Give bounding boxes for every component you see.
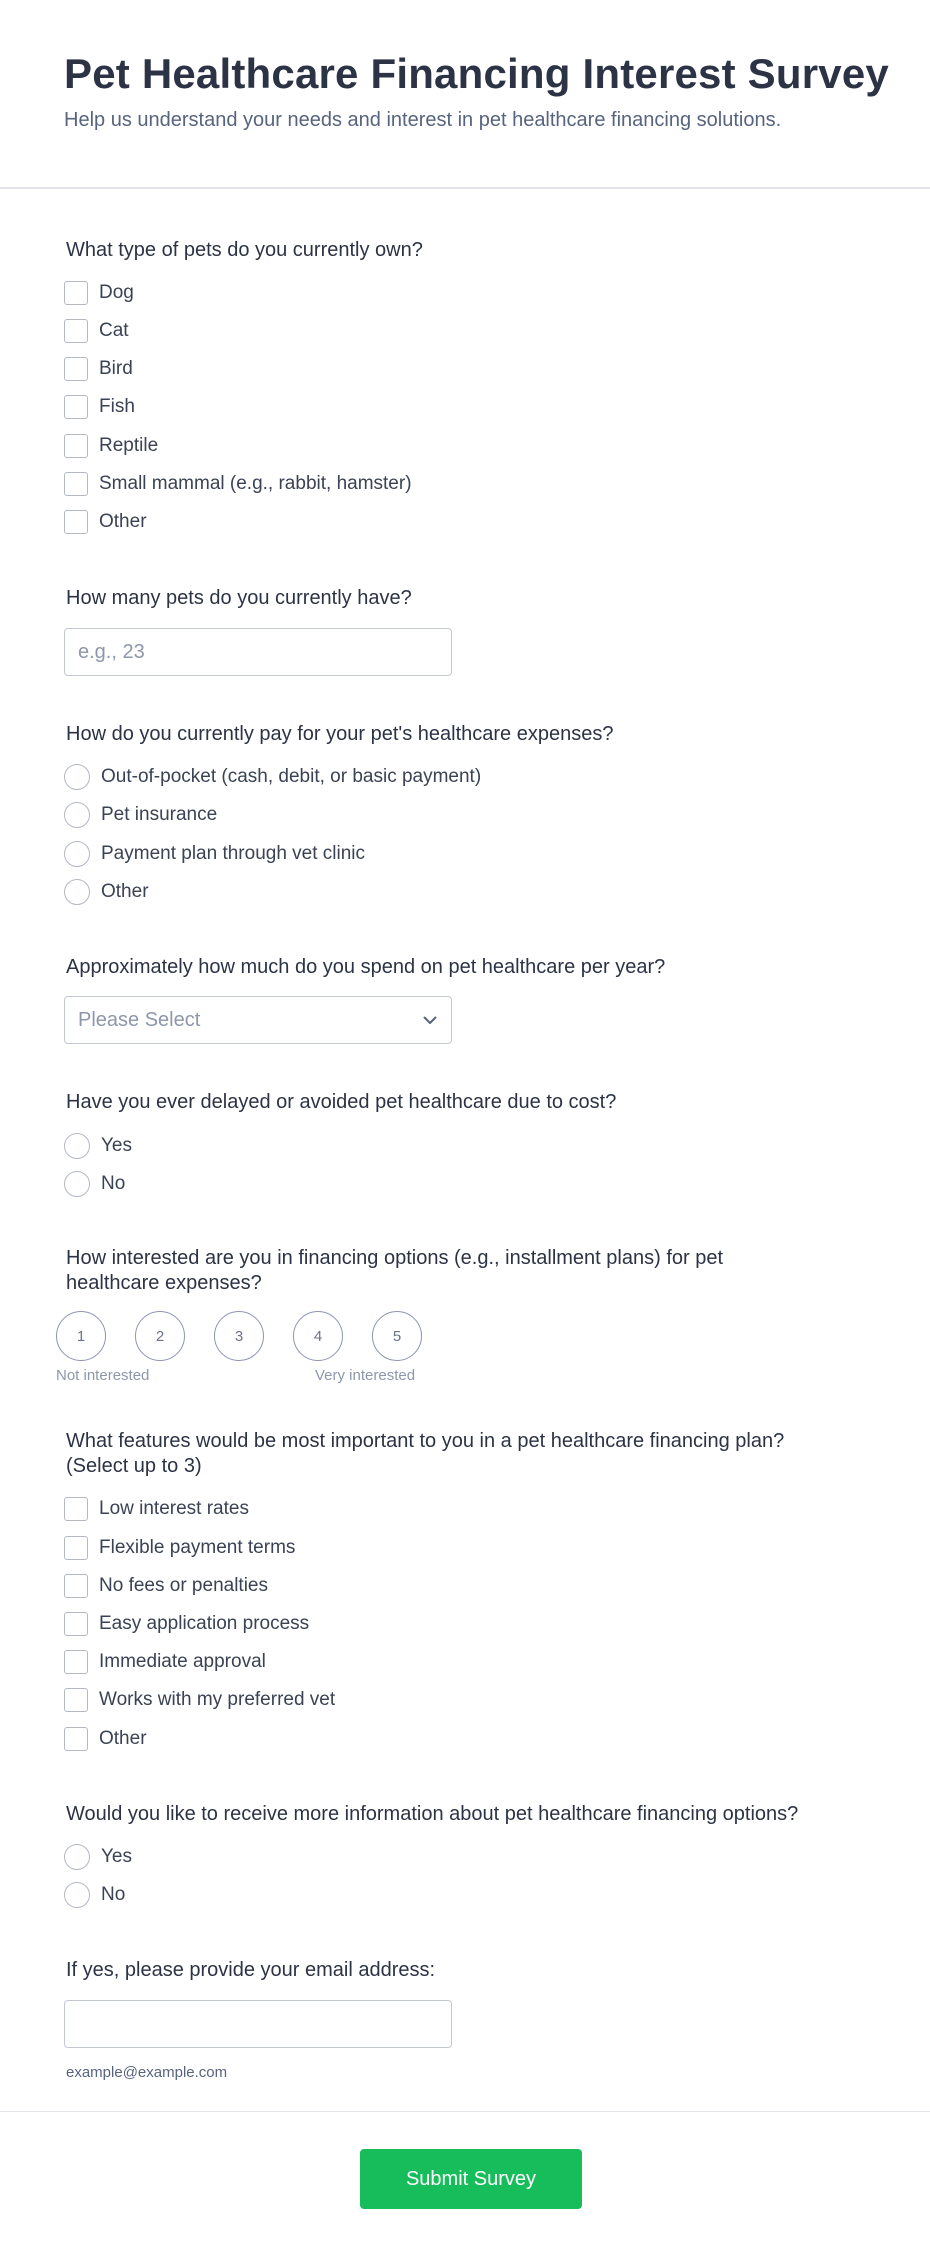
checkbox-label: Reptile: [99, 435, 159, 456]
question-email-label: If yes, please provide your email address:: [66, 1959, 436, 1981]
checkbox-feature-immediate-approval[interactable]: [64, 1649, 266, 1675]
checkbox-feature-other[interactable]: [64, 1726, 147, 1752]
question-line: healthcare expenses?: [66, 1272, 262, 1294]
checkbox-label: Cat: [99, 320, 129, 341]
question-line: (Select up to 3): [66, 1455, 202, 1477]
scale-option-2[interactable]: 2: [135, 1311, 185, 1361]
checkbox-box[interactable]: [64, 319, 88, 343]
footer-divider: [0, 2111, 930, 2112]
radio-label: Out-of-pocket (cash, debit, or basic payment): [101, 766, 482, 787]
question-pet-count-label: How many pets do you currently have?: [66, 587, 412, 609]
annual-spend-dropdown[interactable]: [64, 996, 452, 1044]
checkbox-feature-low-interest[interactable]: [64, 1496, 249, 1522]
scale-option-3[interactable]: 3: [214, 1311, 264, 1361]
checkbox-label: Other: [99, 511, 147, 532]
checkbox-feature-preferred-vet[interactable]: [64, 1687, 335, 1713]
checkbox-box[interactable]: [64, 395, 88, 419]
checkbox-label: Small mammal (e.g., rabbit, hamster): [99, 473, 412, 494]
radio-circle[interactable]: [64, 802, 90, 828]
radio-label: Pet insurance: [101, 804, 218, 825]
page-subtitle: Help us understand your needs and interest in pet healthcare financing solutions.: [64, 109, 782, 131]
page-title: Pet Healthcare Financing Interest Survey: [64, 50, 889, 97]
scale-option-5[interactable]: 5: [372, 1311, 422, 1361]
checkbox-label: Fish: [99, 396, 135, 417]
chevron-down-icon: [422, 1012, 438, 1028]
checkbox-pet-bird[interactable]: [64, 356, 133, 382]
checkbox-box[interactable]: [64, 1727, 88, 1751]
checkbox-box[interactable]: [64, 472, 88, 496]
radio-payment-other[interactable]: [64, 879, 149, 905]
question-delayed-care-label: Have you ever delayed or avoided pet healthcare due to cost?: [66, 1091, 617, 1113]
checkbox-feature-easy-application[interactable]: [64, 1611, 309, 1637]
checkbox-label: Dog: [99, 282, 134, 303]
question-features-label: [66, 1429, 784, 1479]
checkbox-pet-small-mammal[interactable]: [64, 471, 412, 497]
checkbox-label: Bird: [99, 358, 133, 379]
radio-circle[interactable]: [64, 841, 90, 867]
email-field[interactable]: [64, 2000, 452, 2048]
email-sublabel: example@example.com: [66, 2064, 228, 2081]
checkbox-box[interactable]: [64, 357, 88, 381]
checkbox-feature-no-fees[interactable]: [64, 1573, 268, 1599]
checkbox-pet-reptile[interactable]: [64, 433, 158, 459]
checkbox-box[interactable]: [64, 434, 88, 458]
checkbox-label: Low interest rates: [99, 1498, 249, 1519]
pet-count-input[interactable]: [64, 628, 452, 676]
radio-circle[interactable]: [64, 879, 90, 905]
radio-label: Yes: [101, 1846, 132, 1867]
dropdown-value: Please Select: [78, 1008, 201, 1031]
radio-label: Yes: [101, 1135, 132, 1156]
form-header: [0, 0, 930, 189]
question-interest-scale-label: [66, 1246, 723, 1296]
checkbox-box[interactable]: [64, 1612, 88, 1636]
radio-payment-out-of-pocket[interactable]: [64, 764, 481, 790]
scale-option-4[interactable]: 4: [293, 1311, 343, 1361]
checkbox-box[interactable]: [64, 281, 88, 305]
question-pet-types-label: What type of pets do you currently own?: [66, 239, 423, 261]
radio-circle[interactable]: [64, 1844, 90, 1870]
checkbox-box[interactable]: [64, 1497, 88, 1521]
radio-more-info-yes[interactable]: [64, 1844, 132, 1870]
radio-payment-plan[interactable]: [64, 841, 365, 867]
checkbox-pet-dog[interactable]: [64, 280, 134, 306]
checkbox-label: Flexible payment terms: [99, 1537, 296, 1558]
radio-circle[interactable]: [64, 764, 90, 790]
radio-delayed-yes[interactable]: [64, 1133, 132, 1159]
question-annual-spend-label: Approximately how much do you spend on pet healthcare per year?: [66, 956, 666, 978]
question-more-info-label: Would you like to receive more information about pet healthcare financing options?: [66, 1803, 799, 1825]
radio-more-info-no[interactable]: [64, 1882, 125, 1908]
radio-delayed-no[interactable]: [64, 1171, 125, 1197]
checkbox-label: No fees or penalties: [99, 1575, 268, 1596]
checkbox-pet-cat[interactable]: [64, 318, 129, 344]
scale-option-1[interactable]: 1: [56, 1311, 106, 1361]
radio-label: Other: [101, 881, 149, 902]
checkbox-box[interactable]: [64, 1650, 88, 1674]
checkbox-box[interactable]: [64, 510, 88, 534]
radio-circle[interactable]: [64, 1882, 90, 1908]
radio-label: Payment plan through vet clinic: [101, 843, 366, 864]
scale-min-caption: Not interested: [56, 1367, 150, 1384]
checkbox-box[interactable]: [64, 1536, 88, 1560]
checkbox-label: Other: [99, 1728, 147, 1749]
radio-circle[interactable]: [64, 1133, 90, 1159]
radio-circle[interactable]: [64, 1171, 90, 1197]
checkbox-box[interactable]: [64, 1574, 88, 1598]
submit-button[interactable]: Submit Survey: [360, 2149, 582, 2209]
checkbox-label: Works with my preferred vet: [99, 1689, 336, 1710]
question-payment-method-label: How do you currently pay for your pet's healthcare expenses?: [66, 723, 614, 745]
radio-label: No: [101, 1173, 126, 1194]
question-line: How interested are you in financing options (e.g., installment plans) for pet: [66, 1247, 724, 1269]
checkbox-feature-flexible-terms[interactable]: [64, 1535, 295, 1561]
scale-max-caption: Very interested: [315, 1367, 416, 1384]
checkbox-label: Easy application process: [99, 1613, 310, 1634]
question-line: What features would be most important to you in a pet healthcare financing plan?: [66, 1430, 785, 1452]
radio-label: No: [101, 1884, 126, 1905]
checkbox-box[interactable]: [64, 1688, 88, 1712]
checkbox-label: Immediate approval: [99, 1651, 266, 1672]
radio-payment-insurance[interactable]: [64, 802, 217, 828]
checkbox-pet-fish[interactable]: [64, 394, 135, 420]
checkbox-pet-other[interactable]: [64, 509, 147, 535]
